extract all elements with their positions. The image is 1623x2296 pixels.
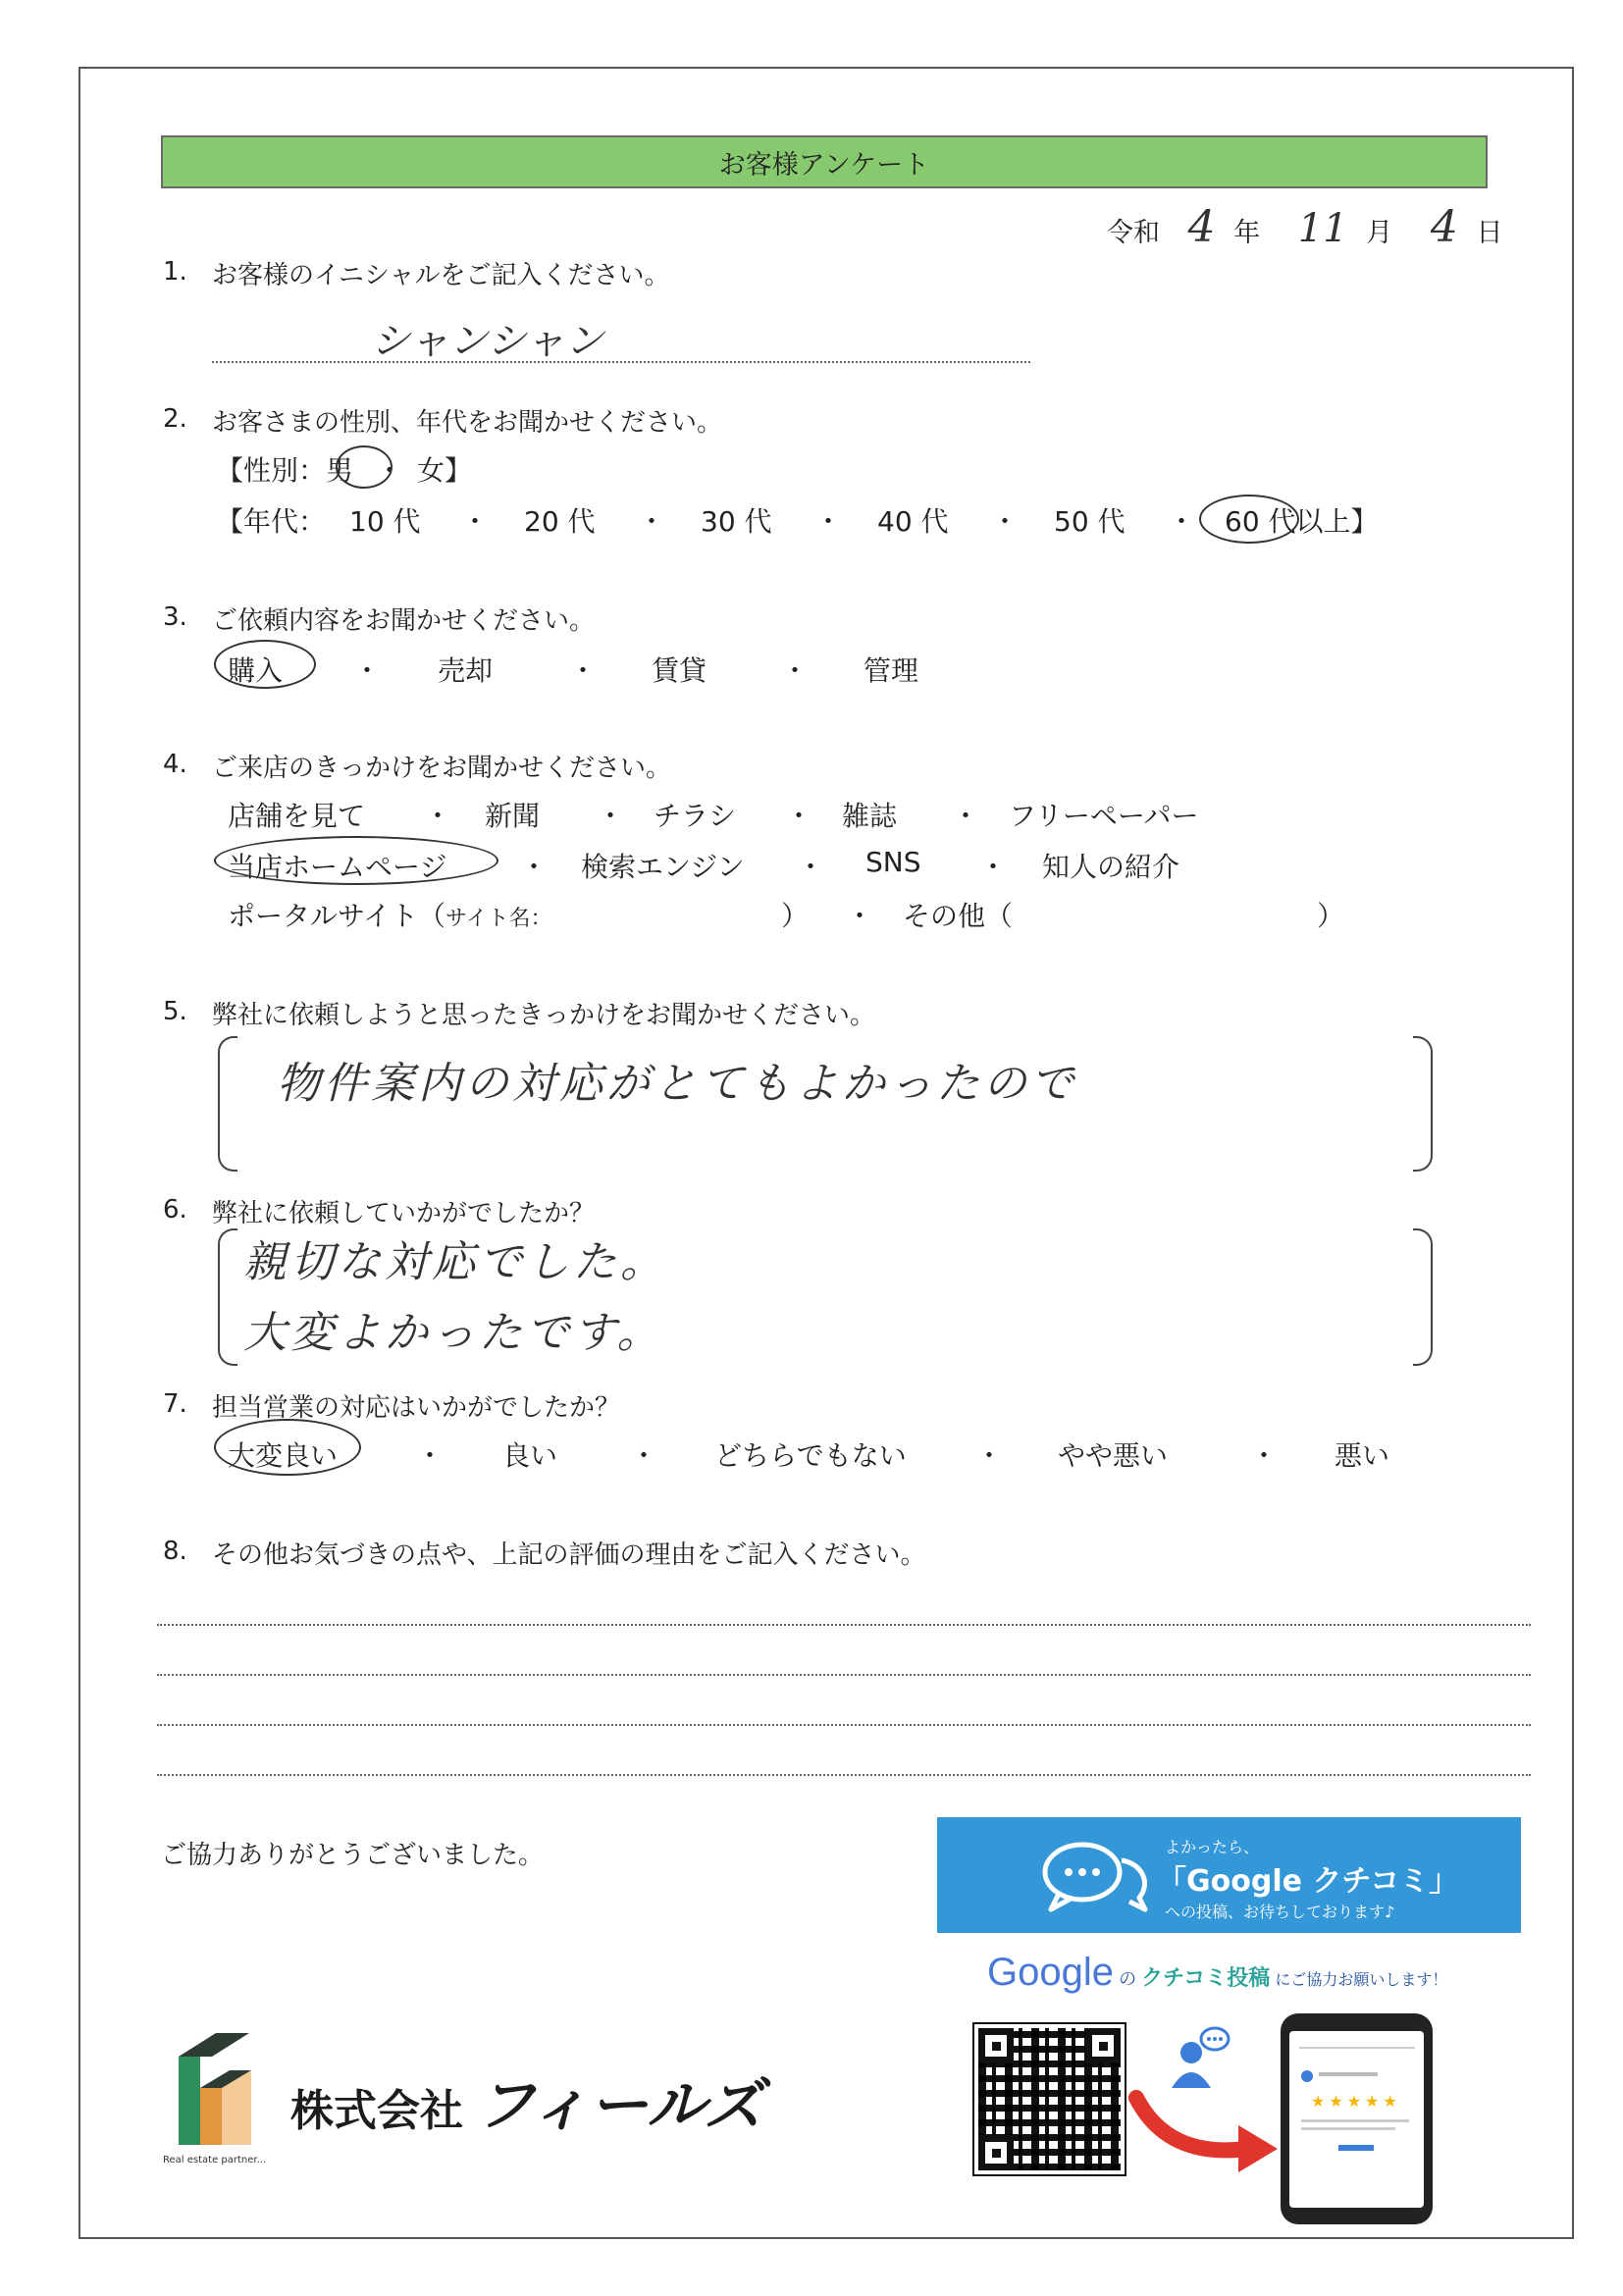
request-management[interactable]: 管理 [864,654,919,687]
q8-line-2 [157,1674,1531,1676]
rating-very-good[interactable]: 大変良い [228,1439,339,1472]
rating-very-good-circle [214,1419,361,1476]
gender-female[interactable]: 女 [416,454,445,487]
q5-number: 5. [163,997,187,1026]
q8-line-4 [157,1774,1531,1776]
company-name: 株式会社 フィールズ [290,2071,763,2140]
visit-magazine[interactable]: 雑誌 [842,800,898,832]
google-review-line: Google の クチコミ投稿 にご協力お願いします！ [987,1951,1448,1994]
survey-title: お客様アンケート [161,135,1488,188]
qr-code[interactable] [974,2024,1125,2174]
age-30[interactable]: 30 代 [701,505,772,538]
q4-number: 4. [163,750,187,779]
q8-line-3 [157,1724,1531,1726]
q1-question: お客様のイニシャルをご記入ください。 [212,261,670,290]
google-logo: Google [987,1951,1114,1994]
rating-good[interactable]: 良い [502,1439,558,1472]
q6-answer-line1: 親切な対応でした。 [243,1237,667,1287]
q4-question: ご来店のきっかけをお聞かせください。 [212,754,672,783]
gender-male-circle [336,445,393,489]
date-year: 4 [1187,202,1216,252]
visit-homepage-circle [214,836,498,885]
q3-question: ご依頼内容をお聞かせください。 [212,606,596,636]
q3-number: 3. [163,602,187,632]
q8-question: その他お気づきの点や、上記の評価の理由をご記入ください。 [212,1540,926,1570]
date-month: 11 [1297,206,1348,251]
age-60-circle [1199,495,1299,544]
user-chat-icon [1166,2023,1234,2092]
visit-free-paper[interactable]: フリーペーパー [1009,800,1199,832]
rating-somewhat-bad[interactable]: やや悪い [1058,1439,1169,1472]
age-10[interactable]: 10 代 [349,505,421,538]
q6-answer-line2: 大変よかったです。 [243,1308,664,1358]
gender-male[interactable]: 男 [326,454,354,487]
age-60-plus[interactable]: 60 代以上】 [1225,505,1379,538]
google-banner-small: よかったら、 [1165,1838,1260,1856]
rating-neutral[interactable]: どちらでもない [714,1439,907,1472]
request-rent[interactable]: 賃貸 [652,654,707,687]
visit-storefront[interactable]: 店舗を見て [228,800,366,832]
visit-referral[interactable]: 知人の紹介 [1042,851,1180,883]
thanks-text: ご協力ありがとうございました。 [161,1841,545,1870]
company-tagline: Real estate partner... [163,2155,267,2166]
q8-number: 8. [163,1537,187,1566]
google-review-banner[interactable] [937,1817,1521,1933]
q8-line-1 [157,1624,1531,1626]
rating-stars: ★★★★★ [1311,2092,1401,2111]
q5-question: 弊社に依頼しようと思ったきっかけをお聞かせください。 [212,1001,876,1030]
visit-homepage[interactable]: 当店ホームページ [228,851,447,883]
q1-number: 1. [163,257,187,287]
q1-answer-line [212,361,1030,363]
age-label: 【年代： [216,505,327,538]
rating-bad[interactable]: 悪い [1335,1439,1390,1472]
visit-newspaper[interactable]: 新聞 [485,800,541,832]
visit-other[interactable]: その他（ [903,900,1014,932]
q5-answer: 物件案内の対応がとてもよかったので [277,1059,1077,1109]
visit-search-engine[interactable]: 検索エンジン [581,851,745,883]
company-logo-icon [157,2031,275,2154]
age-40[interactable]: 40 代 [877,505,949,538]
google-banner-main: 「Google クチコミ」 [1157,1864,1459,1899]
request-sale[interactable]: 売却 [438,654,494,687]
gender-row: 【性別：男 ・ 女】 [216,454,472,487]
chat-bubble-icon [1037,1835,1155,1915]
q5-bracket-left [218,1036,237,1172]
q6-bracket-left [218,1228,237,1366]
q7-question: 担当営業の対応はいかがでしたか？ [212,1393,621,1423]
q1-answer: シャンシャン [371,319,604,364]
google-banner-sub: への投稿、お待ちしております♪ [1165,1903,1395,1921]
q2-number: 2. [163,404,187,434]
q6-question: 弊社に依頼していかがでしたか？ [212,1199,596,1228]
q6-number: 6. [163,1195,187,1225]
visit-sns[interactable]: SNS [865,846,921,878]
phone-mockup [1281,2013,1433,2224]
visit-portal[interactable]: ポータルサイト（サイト名： [228,900,552,932]
date-day: 4 [1430,202,1458,252]
age-20[interactable]: 20 代 [524,505,596,538]
age-50[interactable]: 50 代 [1054,505,1126,538]
request-purchase-circle [214,640,316,689]
q2-question: お客さまの性別、年代をお聞かせください。 [212,408,723,438]
request-purchase[interactable]: 購入 [228,654,284,687]
date-line: 令和 4 年 11 月 4 日 [1107,202,1503,252]
visit-flyer[interactable]: チラシ [654,800,737,832]
q6-bracket-right [1413,1228,1433,1366]
q5-bracket-right [1413,1036,1433,1172]
red-arrow-icon [1128,2090,1285,2178]
q7-number: 7. [163,1389,187,1419]
